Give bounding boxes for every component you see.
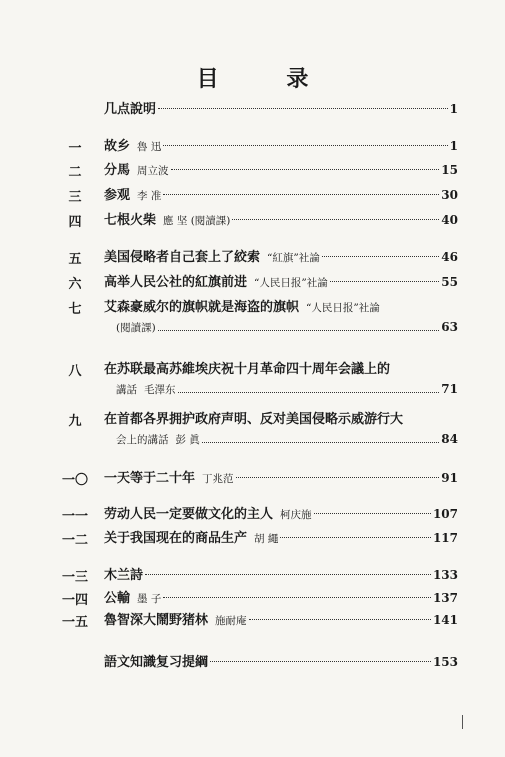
entry-number: 九: [68, 414, 82, 429]
page-number: 133: [432, 568, 458, 582]
toc-line: [104, 159, 458, 179]
page-number: 117: [432, 531, 458, 545]
page-number: 137: [432, 591, 458, 605]
entry-author: “紅旗”社論: [267, 252, 320, 264]
entry-title: 講話: [116, 384, 137, 396]
entry-author: 墨 子: [137, 593, 162, 605]
page-number: 1: [449, 139, 458, 153]
page-number: 141: [432, 613, 458, 627]
page-number: 40: [441, 213, 458, 227]
entry-number: 一三: [61, 570, 88, 585]
entry-title: 一天等于二十年: [104, 471, 196, 486]
dot-leader: [178, 382, 440, 393]
entry-author: 李 准: [137, 190, 162, 202]
entry-author: 彭 眞: [175, 434, 200, 446]
toc-line: [104, 184, 458, 204]
entry-number: 一四: [61, 593, 88, 608]
toc-entry-continuation: [0, 432, 505, 452]
entry-title: 語文知識复习提綱: [104, 655, 209, 670]
toc-line: [116, 320, 458, 340]
entry-title: (閱讀課): [116, 322, 156, 334]
entry-author: 施耐庵: [215, 615, 247, 627]
entry-title: 故乡: [104, 139, 131, 154]
entry-title: 美国侵略者自己套上了絞索: [104, 250, 261, 265]
toc-entry: [0, 587, 505, 607]
entry-number: 二: [68, 165, 82, 180]
page-number: 71: [441, 382, 458, 396]
toc-line: [104, 246, 458, 266]
toc-entry: [0, 527, 505, 547]
entry-number: 一〇: [61, 473, 88, 488]
entry-author: 柯庆施: [280, 509, 312, 521]
entry-author: 周立波: [137, 165, 169, 177]
entry-author: “人民日报”社論: [306, 302, 380, 314]
toc-entry: [0, 135, 505, 155]
toc-line: [104, 467, 458, 487]
toc-line: [116, 432, 458, 452]
dot-leader: [232, 209, 439, 220]
toc-line: [104, 564, 458, 584]
page-number: 107: [432, 507, 458, 521]
entry-title: 木兰詩: [104, 568, 144, 583]
page-number: 153: [432, 655, 458, 669]
dot-leader: [202, 432, 439, 443]
toc-entry: [0, 246, 505, 266]
toc-entry: [0, 159, 505, 179]
toc-line: [104, 209, 458, 229]
toc-entry: [0, 467, 505, 487]
entry-title: 在苏联最高苏維埃庆祝十月革命四十周年会議上的: [104, 362, 391, 377]
entry-title: 分馬: [104, 163, 131, 178]
toc-entry: [0, 651, 505, 671]
entry-title: 劳动人民一定要做文化的主人: [104, 507, 274, 522]
dot-leader: [314, 503, 431, 514]
dot-leader: [280, 527, 431, 538]
entry-author: 毛澤东: [144, 384, 176, 396]
dot-leader: [249, 609, 431, 620]
dot-leader: [171, 159, 440, 170]
toc-entry-continuation: [0, 320, 505, 340]
toc-entry: [0, 503, 505, 523]
entry-author: 丁兆范: [202, 473, 234, 485]
page-title: 目 录: [196, 66, 339, 92]
entry-number: 一一: [61, 509, 88, 524]
entry-number: 八: [68, 364, 82, 379]
dot-leader: [210, 651, 431, 662]
dot-leader: [163, 587, 431, 598]
entry-title: 高举人民公社的紅旗前进: [104, 275, 248, 290]
entry-author: 魯 迅: [137, 141, 162, 153]
dot-leader: [163, 184, 439, 195]
toc-line: [104, 358, 458, 378]
toc-line: [104, 98, 458, 118]
toc-line: [104, 503, 458, 523]
entry-title: 参观: [104, 188, 131, 203]
entry-title: 魯智深大鬧野猪林: [104, 613, 209, 628]
page-number: 15: [441, 163, 458, 177]
toc-entry: [0, 564, 505, 584]
page-number: 1: [449, 102, 458, 116]
toc-line: [104, 296, 458, 316]
toc-line: [104, 587, 458, 607]
toc-entry: [0, 271, 505, 291]
page-number: 46: [441, 250, 458, 264]
entry-title: 几点說明: [104, 102, 157, 117]
toc-entry: [0, 209, 505, 229]
entry-number: 一二: [61, 533, 88, 548]
entry-number: 一五: [61, 615, 88, 630]
entry-number: 一: [68, 141, 82, 156]
toc-line: [104, 527, 458, 547]
entry-author: 胡 繩: [254, 533, 279, 545]
dot-leader: [322, 246, 440, 257]
dot-leader: [163, 135, 447, 146]
toc-line: [104, 651, 458, 671]
dot-leader: [158, 320, 440, 331]
entry-author: 應 坚 (閱讀課): [163, 215, 231, 227]
entry-number: 三: [68, 190, 82, 205]
page-number: 84: [441, 432, 458, 446]
print-mark: [462, 715, 463, 729]
toc-line: [116, 382, 458, 402]
entry-title: 七根火柴: [104, 213, 157, 228]
page-number: 55: [441, 275, 458, 289]
toc-entry: [0, 358, 505, 378]
toc-entry: [0, 296, 505, 316]
page-number: 30: [441, 188, 458, 202]
toc-entry: [0, 609, 505, 629]
toc-line: [104, 609, 458, 629]
entry-title: 会上的講話: [116, 434, 169, 446]
entry-title: 关于我国现在的商品生产: [104, 531, 248, 546]
toc-entry: [0, 184, 505, 204]
entry-number: 四: [68, 215, 82, 230]
toc-entry-continuation: [0, 382, 505, 402]
dot-leader: [330, 271, 440, 282]
toc-line: [104, 271, 458, 291]
entry-number: 五: [68, 252, 82, 267]
entry-title: 在首都各界拥护政府声明、反对美国侵略示威游行大: [104, 412, 404, 427]
toc-line: [104, 408, 458, 428]
toc-entry: [0, 98, 505, 118]
entry-number: 七: [68, 302, 82, 317]
dot-leader: [145, 564, 431, 575]
dot-leader: [158, 98, 448, 109]
toc-line: [104, 135, 458, 155]
toc-entry: [0, 408, 505, 428]
entry-number: 六: [68, 277, 82, 292]
page-number: 63: [441, 320, 458, 334]
entry-title: 公輸: [104, 591, 131, 606]
entry-title: 艾森豪威尔的旗帜就是海盗的旗帜: [104, 300, 300, 315]
page-number: 91: [441, 471, 458, 485]
entry-author: “人民日报”社論: [254, 277, 328, 289]
dot-leader: [236, 467, 440, 478]
